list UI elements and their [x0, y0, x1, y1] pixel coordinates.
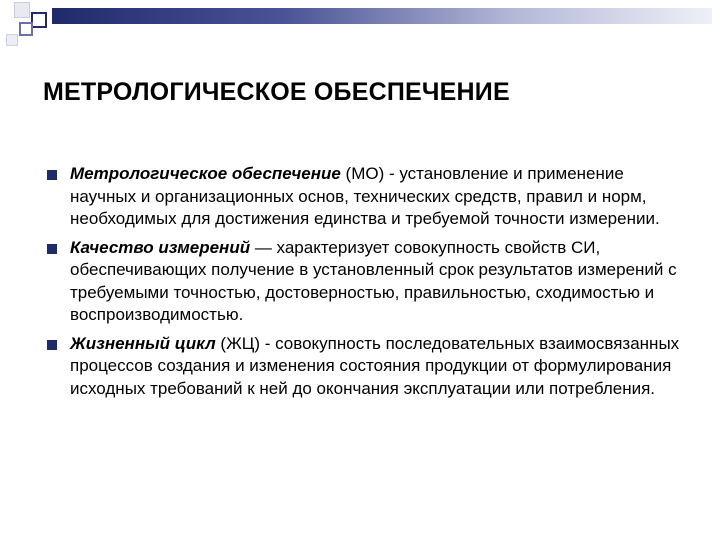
- bullet-list: [46, 163, 686, 406]
- header-gradient-band: [52, 8, 712, 24]
- bullet-item-metrological-support: [46, 163, 686, 231]
- square-bullet-icon: [47, 340, 57, 350]
- bullet-item-measurement-quality: [46, 237, 686, 327]
- square-bullet-icon: [47, 170, 57, 180]
- decorative-square: [6, 34, 18, 46]
- bullet-term: Качество измерений: [70, 237, 251, 257]
- bullet-text: (МО) - установление и применение научных и организационных основ, технических средств, правил и норм, необходимых для достижения единства и требуемой точности измерении.: [70, 164, 660, 228]
- bullet-term: Жизненный цикл: [70, 333, 216, 353]
- slide-title: МЕТРОЛОГИЧЕСКОЕ ОБЕСПЕЧЕНИЕ: [43, 78, 510, 106]
- bullet-text: — характеризует совокупность свойств СИ, обеспечивающих получение в установленный срок результатов измерений с требуемыми точностью, достоверностью, правильностью, сходимостью и воспроизводимостью.: [70, 237, 677, 324]
- bullet-item-life-cycle: [46, 333, 686, 401]
- decorative-square: [14, 2, 30, 18]
- square-bullet-icon: [47, 244, 57, 254]
- decorative-square: [31, 12, 47, 28]
- bullet-text: (ЖЦ) - совокупность последовательных взаимосвязанных процессов создания и изменения состояния продукции от формулирования исходных требований к ней до окончания эксплуатации или потребления.: [70, 333, 680, 398]
- bullet-term: Метрологическое обеспечение: [70, 164, 341, 183]
- decorative-square: [19, 22, 33, 36]
